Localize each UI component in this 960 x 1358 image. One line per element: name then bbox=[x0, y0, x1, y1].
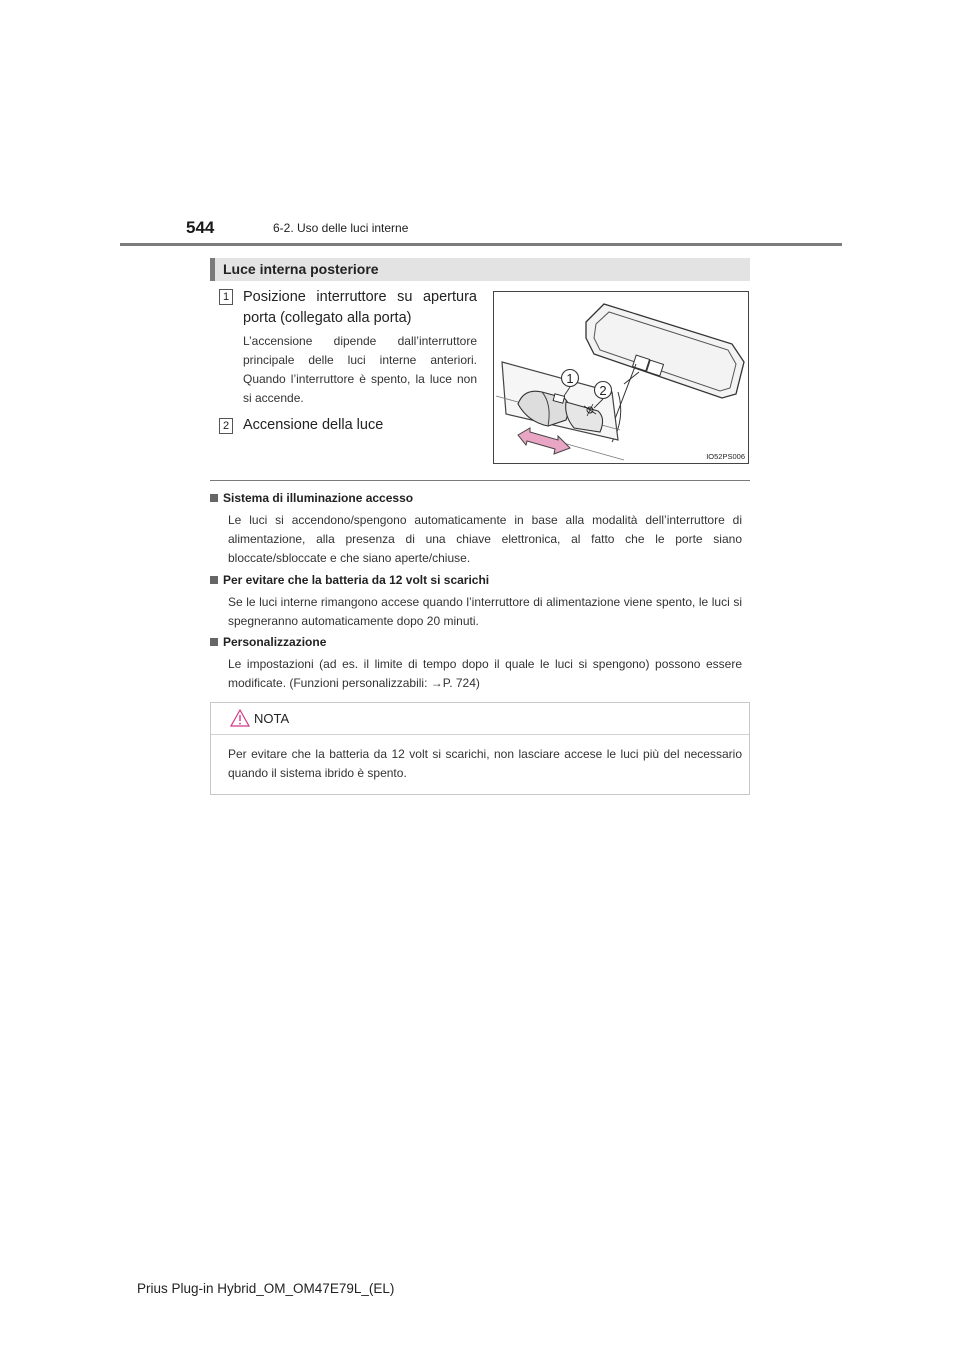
item-2-title: Accensione della luce bbox=[243, 417, 384, 433]
note-heading: Sistema di illuminazione accesso bbox=[210, 491, 413, 505]
nota-label: NOTA bbox=[254, 711, 290, 726]
section-title: 6-2. Uso delle luci interne bbox=[273, 221, 409, 235]
section-separator bbox=[210, 480, 750, 481]
item-1-title: Posizione interruttore su apertura porta (collegato alla porta) bbox=[243, 289, 477, 326]
header-rule bbox=[120, 243, 842, 246]
note-text: Le impostazioni (ad es. il limite di tempo dopo il quale le luci si spengono) possono essere modificate. (Funzioni personalizzabili: →P. 724) bbox=[228, 657, 742, 690]
callout-2-label: 2 bbox=[599, 383, 607, 398]
note-text: Se le luci interne rimangono accese quando l’interruttore di alimentazione viene spento, le luci si spegneranno automaticamente dopo 20 minuti. bbox=[228, 595, 742, 628]
section-heading: Luce interna posteriore bbox=[223, 261, 379, 277]
footer-document-id: Prius Plug-in Hybrid_OM_OM47E79L_(EL) bbox=[137, 1281, 395, 1296]
item-number-badge: 1 bbox=[219, 289, 233, 305]
square-bullet-icon bbox=[210, 576, 218, 584]
note-heading: Per evitare che la batteria da 12 volt si scarichi bbox=[210, 573, 489, 587]
section-heading-marker bbox=[210, 258, 215, 281]
figure-code: IO52PS006 bbox=[706, 452, 745, 461]
section-heading-bar bbox=[210, 258, 750, 281]
callout-1-label: 1 bbox=[566, 371, 574, 386]
item-1-description: L’accensione dipende dall’interruttore principale delle luci interne anteriori. Quando l’interruttore è spento, la luce non si accende. bbox=[243, 334, 477, 405]
note-text: Le luci si accendono/spengono automaticamente in base alla modalità dell’interruttore di alimentazione, alla presenza di una chiave elettronica, al fatto che le porte siano bloccate/sbloccate e che siano aperte/chiuse. bbox=[228, 513, 742, 565]
note-heading: Personalizzazione bbox=[210, 635, 326, 649]
slide-direction-arrow bbox=[518, 428, 570, 454]
nota-box bbox=[210, 702, 750, 795]
rear-interior-light-illustration bbox=[493, 291, 749, 464]
square-bullet-icon bbox=[210, 638, 218, 646]
square-bullet-icon bbox=[210, 494, 218, 502]
nota-text: Per evitare che la batteria da 12 volt si scarichi, non lasciare accese le luci più del necessario quando il sistema ibrido è spento. bbox=[228, 747, 742, 780]
page-number: 544 bbox=[186, 218, 215, 237]
item-number-badge: 2 bbox=[219, 418, 233, 434]
warning-triangle-icon bbox=[230, 709, 250, 727]
nota-divider bbox=[211, 734, 749, 735]
light-switch-drawing bbox=[494, 292, 748, 463]
